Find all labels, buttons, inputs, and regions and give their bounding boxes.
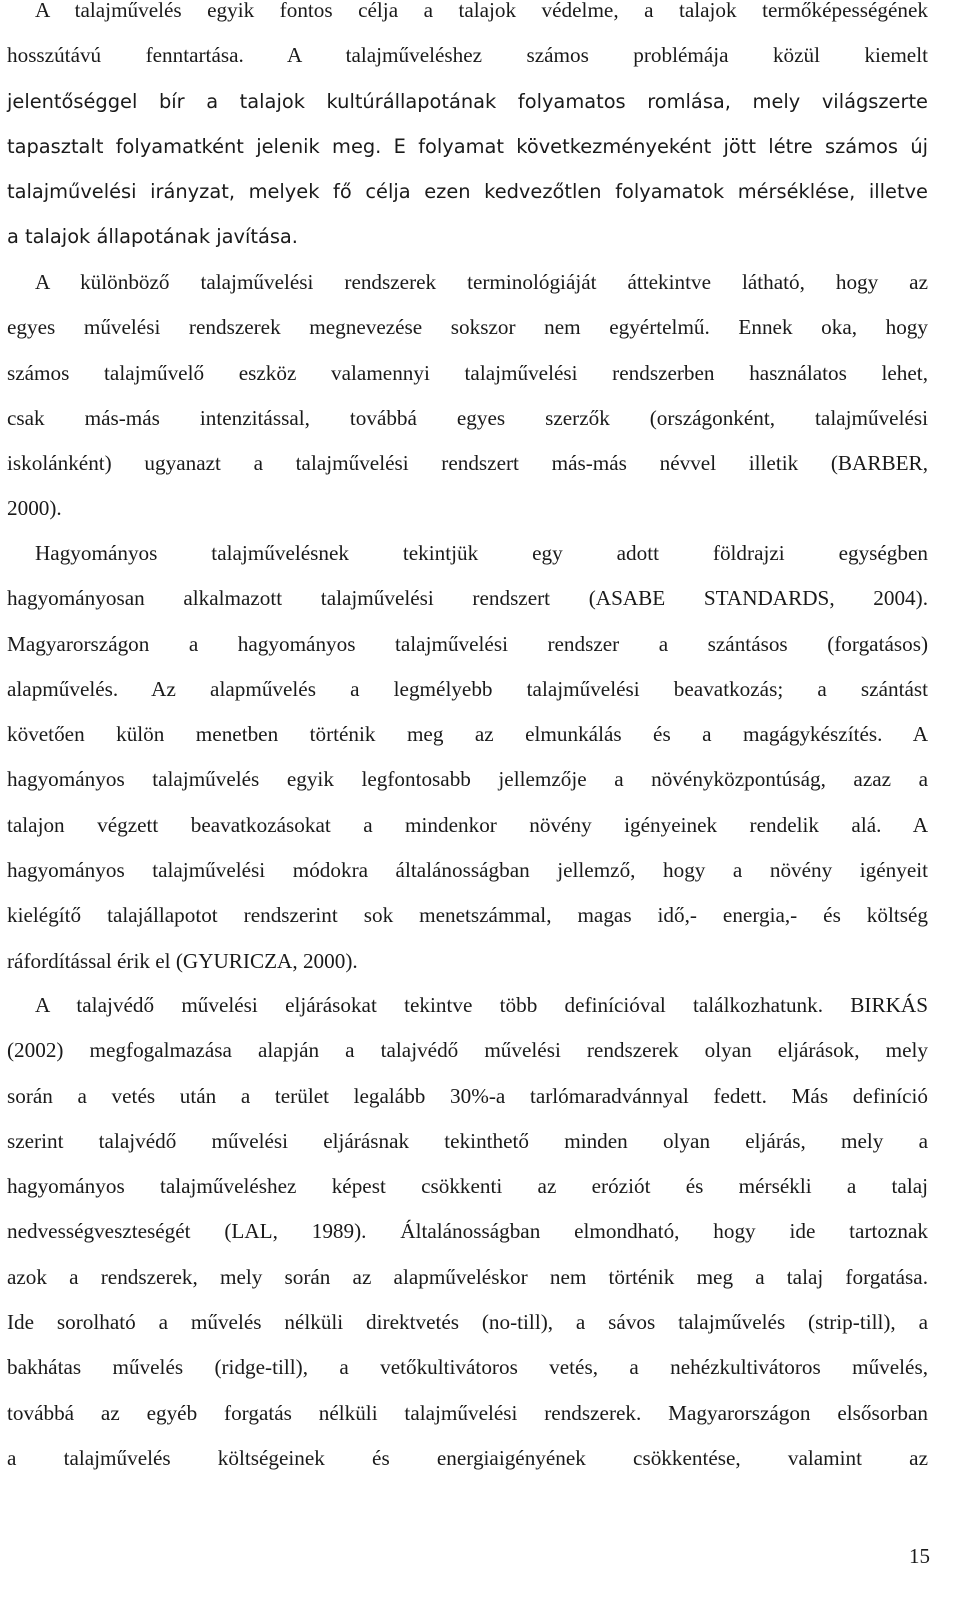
paragraph-1	[7, 0, 928, 260]
text-line: 2000).	[7, 496, 62, 521]
text-line: hagyományos talajműveléshez képest csökkenti az eróziót és mérsékli a talaj	[7, 1174, 928, 1199]
text-line: Ide sorolható a művelés nélküli direktvetés (no-till), a sávos talajművelés (strip-till), a	[7, 1310, 928, 1335]
text-line: ráfordítással érik el (GYURICZA, 2000).	[7, 948, 358, 973]
paragraph-4	[7, 983, 928, 1481]
text-line: A talajvédő művelési eljárásokat tekintve több definícióval találkozhatunk. BIRKÁS	[35, 993, 928, 1017]
text-line: A talajművelés egyik fontos célja a talajok védelme, a talajok termőképességének	[35, 0, 928, 22]
paragraph-3	[7, 531, 928, 984]
text-line: azok a rendszerek, mely során az alapműveléskor nem történik meg a talaj forgatása.	[7, 1264, 928, 1289]
text-line: kielégítő talajállapotot rendszerint sok menetszámmal, magas idő,- energia,- és költség	[7, 903, 928, 928]
text-line: Magyarországon a hagyományos talajművelési rendszer a szántásos (forgatásos)	[7, 631, 928, 656]
paragraph-2	[7, 260, 928, 532]
text-line: hagyományosan alkalmazott talajművelési rendszert (ASABE STANDARDS, 2004).	[7, 586, 928, 611]
text-line: tapasztalt folyamatként jelenik meg. E folyamat következményeként jött létre számos új	[7, 134, 928, 158]
text-line: talajművelési irányzat, melyek fő célja ezen kedvezőtlen folyamatok mérséklése, illetve	[7, 180, 928, 204]
text-line: egyes művelési rendszerek megnevezése sokszor nem egyértelmű. Ennek oka, hogy	[7, 315, 928, 340]
text-line: nedvességveszteségét (LAL, 1989). Általánosságban elmondható, hogy ide tartoznak	[7, 1219, 928, 1244]
page-number: 15	[909, 1544, 930, 1568]
text-line: csak más-más intenzitással, továbbá egyes szerzők (országonként, talajművelési	[7, 405, 928, 430]
text-line: hagyományos talajművelés egyik legfontosabb jellemzője a növényközpontúság, azaz a	[7, 767, 928, 792]
text-line: A különböző talajművelési rendszerek terminológiáját áttekintve látható, hogy az	[35, 270, 928, 294]
text-line: során a vetés után a terület legalább 30%-a tarlómaradvánnyal fedett. Más definíció	[7, 1083, 928, 1108]
text-line: jelentőséggel bír a talajok kultúrállapotának folyamatos romlása, mely világszerte	[7, 89, 928, 113]
text-line: számos talajművelő eszköz valamennyi talajművelési rendszerben használatos lehet,	[7, 360, 928, 385]
text-line: talajon végzett beavatkozásokat a mindenkor növény igényeinek rendelik alá. A	[7, 812, 928, 837]
text-line: a talajok állapotának javítása.	[7, 225, 298, 249]
text-line: iskolánként) ugyanazt a talajművelési rendszert más-más névvel illetik (BARBER,	[7, 451, 928, 476]
text-line: hagyományos talajművelési módokra általánosságban jellemző, hogy a növény igényeit	[7, 858, 928, 883]
text-line: (2002) megfogalmazása alapján a talajvédő művelési rendszerek olyan eljárások, mely	[7, 1038, 928, 1063]
text-line: követően külön menetben történik meg az elmunkálás és a magágykészítés. A	[7, 722, 928, 747]
text-line: hosszútávú fenntartása. A talajműveléshez számos problémája közül kiemelt	[7, 43, 928, 68]
text-line: bakhátas művelés (ridge-till), a vetőkultivátoros vetés, a nehézkultivátoros művelés,	[7, 1355, 928, 1380]
text-line: alapművelés. Az alapművelés a legmélyebb talajművelési beavatkozás; a szántást	[7, 676, 928, 701]
text-line: Hagyományos talajművelésnek tekintjük egy adott földrajzi egységben	[35, 541, 928, 565]
text-line: a talajművelés költségeinek és energiaigényének csökkentése, valamint az	[7, 1445, 928, 1470]
text-line: szerint talajvédő művelési eljárásnak tekinthető minden olyan eljárás, mely a	[7, 1128, 928, 1153]
text-line: továbbá az egyéb forgatás nélküli talajművelési rendszerek. Magyarországon elsősorban	[7, 1400, 928, 1425]
